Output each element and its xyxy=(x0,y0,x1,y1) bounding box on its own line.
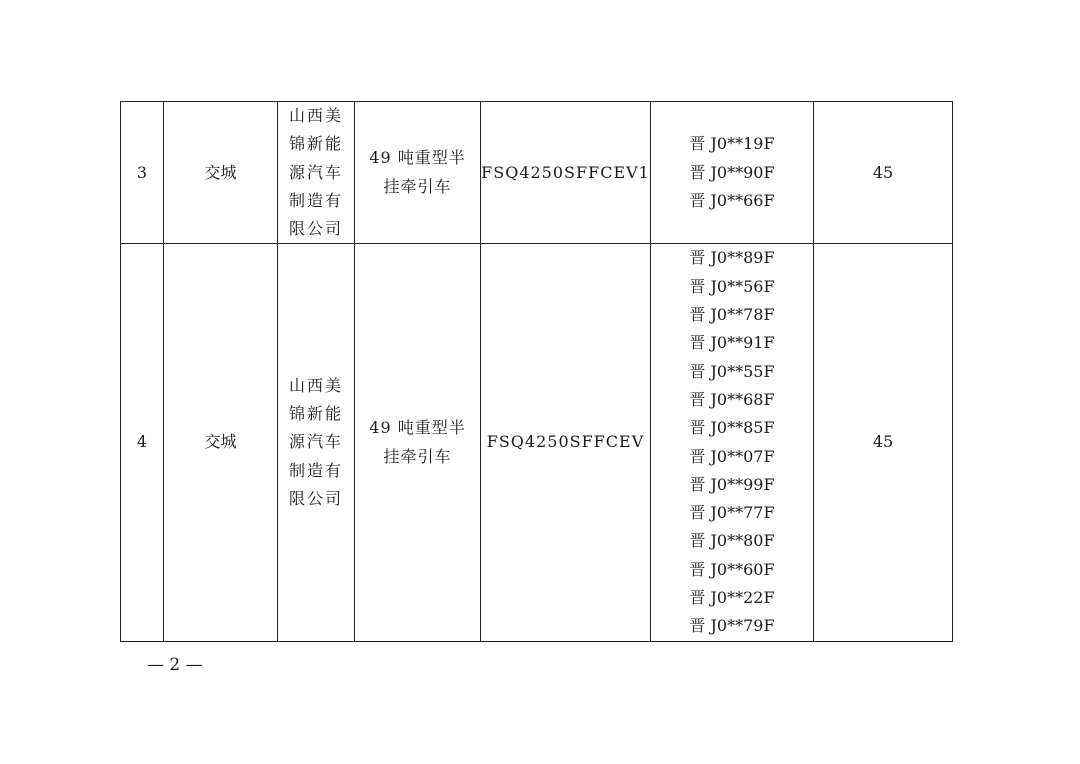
table-row xyxy=(121,102,953,244)
plate-number: 晋 J0**60F xyxy=(689,559,775,579)
company-line: 锦新能 xyxy=(288,134,343,154)
company-cell xyxy=(278,102,355,244)
company-line: 制造有 xyxy=(288,190,343,210)
plate-number: 晋 J0**07F xyxy=(689,446,775,466)
company-cell xyxy=(278,244,355,641)
plate-number: 晋 J0**80F xyxy=(689,531,775,551)
company-line: 山西美 xyxy=(288,375,343,395)
company-line: 锦新能 xyxy=(288,404,343,424)
plate-number: 晋 J0**66F xyxy=(689,190,775,210)
company-line: 制造有 xyxy=(288,460,343,480)
plate-number: 晋 J0**78F xyxy=(689,305,775,325)
plate-number: 晋 J0**79F xyxy=(689,616,775,636)
vehicle-type-cell: FSQ4250SFFCEV1 xyxy=(481,102,651,244)
model-line: 挂牵引车 xyxy=(383,446,452,466)
vehicle-type-cell: FSQ4250SFFCEV xyxy=(481,244,651,641)
plate-number: 晋 J0**77F xyxy=(689,503,775,523)
model-cell xyxy=(355,244,481,641)
model-cell xyxy=(355,102,481,244)
count-cell: 45 xyxy=(814,102,953,244)
plate-number: 晋 J0**55F xyxy=(689,361,775,381)
model-line: 挂牵引车 xyxy=(383,176,452,196)
plate-number: 晋 J0**91F xyxy=(689,333,775,353)
company-line: 山西美 xyxy=(288,106,343,125)
plates-cell xyxy=(651,102,814,244)
company-line: 源汽车 xyxy=(288,162,343,182)
plate-number: 晋 J0**22F xyxy=(689,588,775,608)
model-line: 49 吨重型半 xyxy=(369,148,466,168)
plates-cell xyxy=(651,244,814,641)
company-line: 源汽车 xyxy=(288,432,343,452)
page-number: — 2 — xyxy=(147,655,203,675)
plate-number: 晋 J0**99F xyxy=(689,474,775,494)
plate-number: 晋 J0**89F xyxy=(689,248,775,268)
row-index: 4 xyxy=(121,244,164,641)
row-index: 3 xyxy=(121,102,164,244)
region-cell: 交城 xyxy=(164,102,278,244)
plate-number: 晋 J0**56F xyxy=(689,276,775,296)
plate-number: 晋 J0**90F xyxy=(689,162,775,182)
plate-number: 晋 J0**85F xyxy=(689,418,775,438)
company-line: 限公司 xyxy=(288,219,343,239)
region-cell: 交城 xyxy=(164,244,278,641)
plate-number: 晋 J0**68F xyxy=(689,389,775,409)
model-line: 49 吨重型半 xyxy=(369,418,466,438)
count-cell: 45 xyxy=(814,244,953,641)
plate-number: 晋 J0**19F xyxy=(689,134,775,154)
vehicle-table xyxy=(120,101,953,642)
table-row xyxy=(121,244,953,641)
company-line: 限公司 xyxy=(288,489,343,508)
